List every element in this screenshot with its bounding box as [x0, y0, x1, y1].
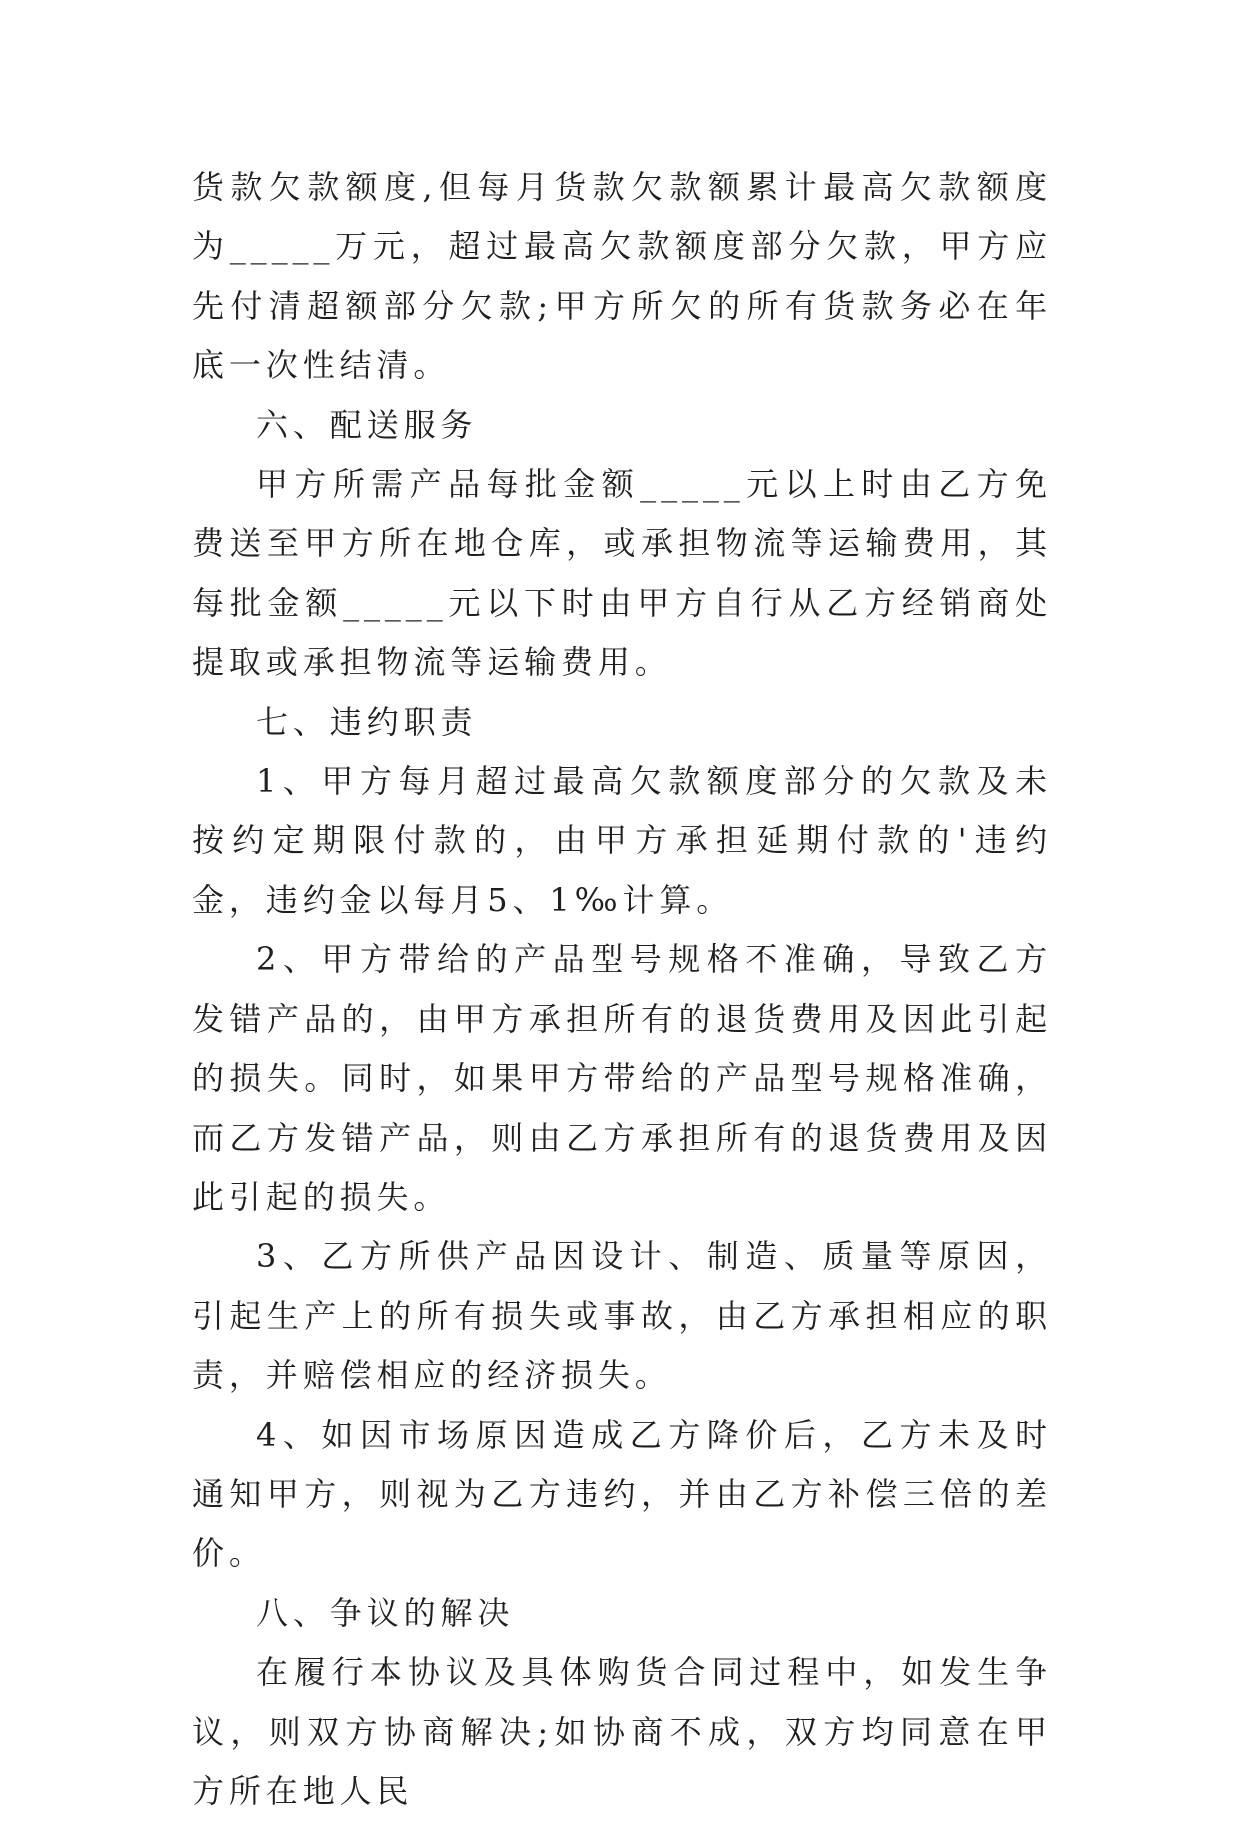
paragraph-breach-2: 2、甲方带给的产品型号规格不准确，导致乙方发错产品的，由甲方承担所有的退货费用及因此引起的损失。同时，如果甲方带给的产品型号规格准确，而乙方发错产品，则由乙方承担所有的退货费用及因此引起的损失。: [192, 940, 1052, 1216]
section-heading-delivery: 六、配送服务: [256, 405, 478, 444]
section-heading-breach: 七、违约职责: [256, 702, 478, 741]
paragraph-delivery: 甲方所需产品每批金额_____元以上时由乙方免费送至甲方所在地仓库，或承担物流等运输费用，其每批金额_____元以下时由甲方自行从乙方经销商处提取或承担物流等运输费用。: [192, 465, 1052, 682]
paragraph-dispute: 在履行本协议及具体购货合同过程中，如发生争议，则双方协商解决;如协商不成，双方均同意在甲方所在地人民: [192, 1653, 1052, 1810]
section-heading-dispute: 八、争议的解决: [256, 1593, 515, 1632]
paragraph-credit-limit: 货款欠款额度,但每月货款欠款额累计最高欠款额度为_____万元，超过最高欠款额度部分欠款，甲方应先付清超额部分欠款;甲方所欠的所有货款务必在年底一次性结清。: [192, 168, 1052, 385]
paragraph-breach-4: 4、如因市场原因造成乙方降价后，乙方未及时通知甲方，则视为乙方违约，并由乙方补偿三倍的差价。: [192, 1415, 1052, 1573]
document-body: [192, 158, 1052, 1821]
paragraph-breach-1: 1、甲方每月超过最高欠款额度部分的欠款及未按约定期限付款的，由甲方承担延期付款的'违约金，违约金以每月5、1‰计算。: [192, 762, 1052, 919]
paragraph-breach-3: 3、乙方所供产品因设计、制造、质量等原因，引起生产上的所有损失或事故，由乙方承担相应的职责，并赔偿相应的经济损失。: [192, 1237, 1052, 1395]
